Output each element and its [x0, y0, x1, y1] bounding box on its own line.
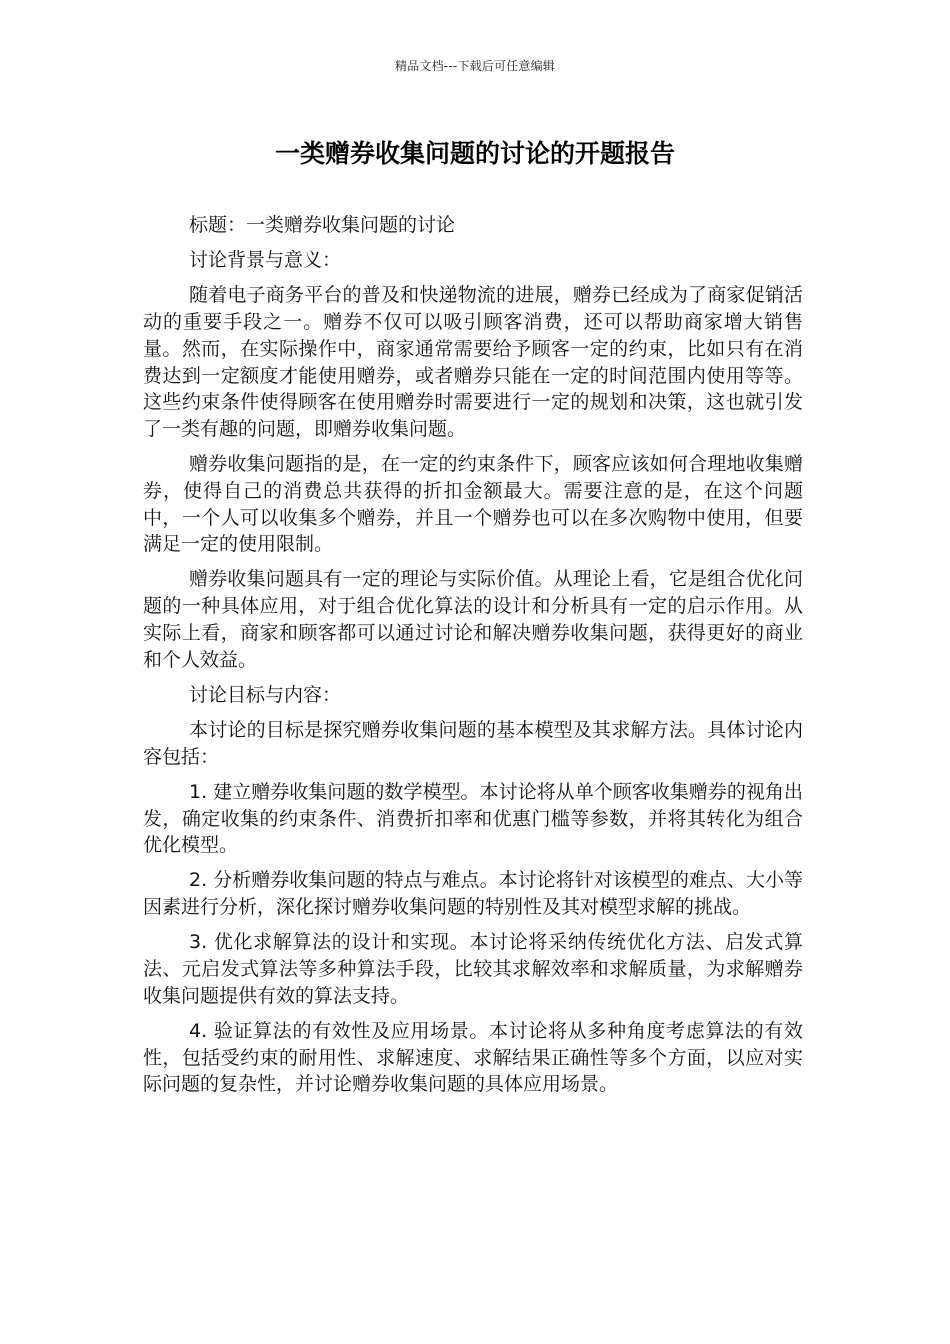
paragraph: 赠券收集问题具有一定的理论与实际价值。从理论上看，它是组合优化问题的一种具体应用，对于组合优化算法的设计和分析具有一定的启示作用。从实际上看，商家和顾客都可以通过讨论和解决赠券收集问题，获得更好的商业和个人效益。 [143, 568, 803, 671]
section-heading-background: 讨论背景与意义： [189, 249, 342, 272]
list-item: 1. 建立赠券收集问题的数学模型。本讨论将从单个顾客收集赠券的视角出发，确定收集的约束条件、消费折扣率和优惠门槛等参数，并将其转化为组合优化模型。 [143, 780, 803, 857]
list-item: 4. 验证算法的有效性及应用场景。本讨论将从多种角度考虑算法的有效性，包括受约束的耐用性、求解速度、求解结果正确性等多个方面，以应对实际问题的复杂性，并讨论赠券收集问题的具体应用场景。 [143, 1019, 803, 1096]
list-item: 2. 分析赠券收集问题的特点与难点。本讨论将针对该模型的难点、大小等因素进行分析，深化探讨赠券收集问题的特别性及其对模型求解的挑战。 [143, 869, 803, 919]
document-title: 一类赠券收集问题的讨论的开题报告 [274, 139, 675, 168]
paragraph: 本讨论的目标是探究赠券收集问题的基本模型及其求解方法。具体讨论内容包括： [143, 718, 803, 768]
header-note: 精品文档---下载后可任意编辑 [395, 59, 555, 73]
paragraph: 随着电子商务平台的普及和快递物流的进展，赠券已经成为了商家促销活动的重要手段之一。赠券不仅可以吸引顾客消费，还可以帮助商家增大销售量。然而，在实际操作中，商家通常需要给予顾客一定的约束，比如只有在消费达到一定额度才能使用赠券，或者赠券只能在一定的时间范围内使用等等。这些约束条件使得顾客在使用赠券时需要进行一定的规划和决策，这也就引发了一类有趣的问题，即赠券收集问题。 [143, 284, 803, 440]
list-item: 3. 优化求解算法的设计和实现。本讨论将采纳传统优化方法、启发式算法、元启发式算法等多种算法手段，比较其求解效率和求解质量，为求解赠券收集问题提供有效的算法支持。 [143, 931, 803, 1007]
paragraph: 赠券收集问题指的是，在一定的约束条件下，顾客应该如何合理地收集赠券，使得自己的消费总共获得的折扣金额最大。需要注意的是，在这个问题中，一个人可以收集多个赠券，并且一个赠券也可以在多次购物中使用，但要满足一定的使用限制。 [143, 453, 803, 556]
subject-line: 标题：一类赠券收集问题的讨论 [189, 214, 456, 236]
section-heading-goals: 讨论目标与内容： [189, 683, 342, 706]
document-body [143, 212, 803, 1107]
